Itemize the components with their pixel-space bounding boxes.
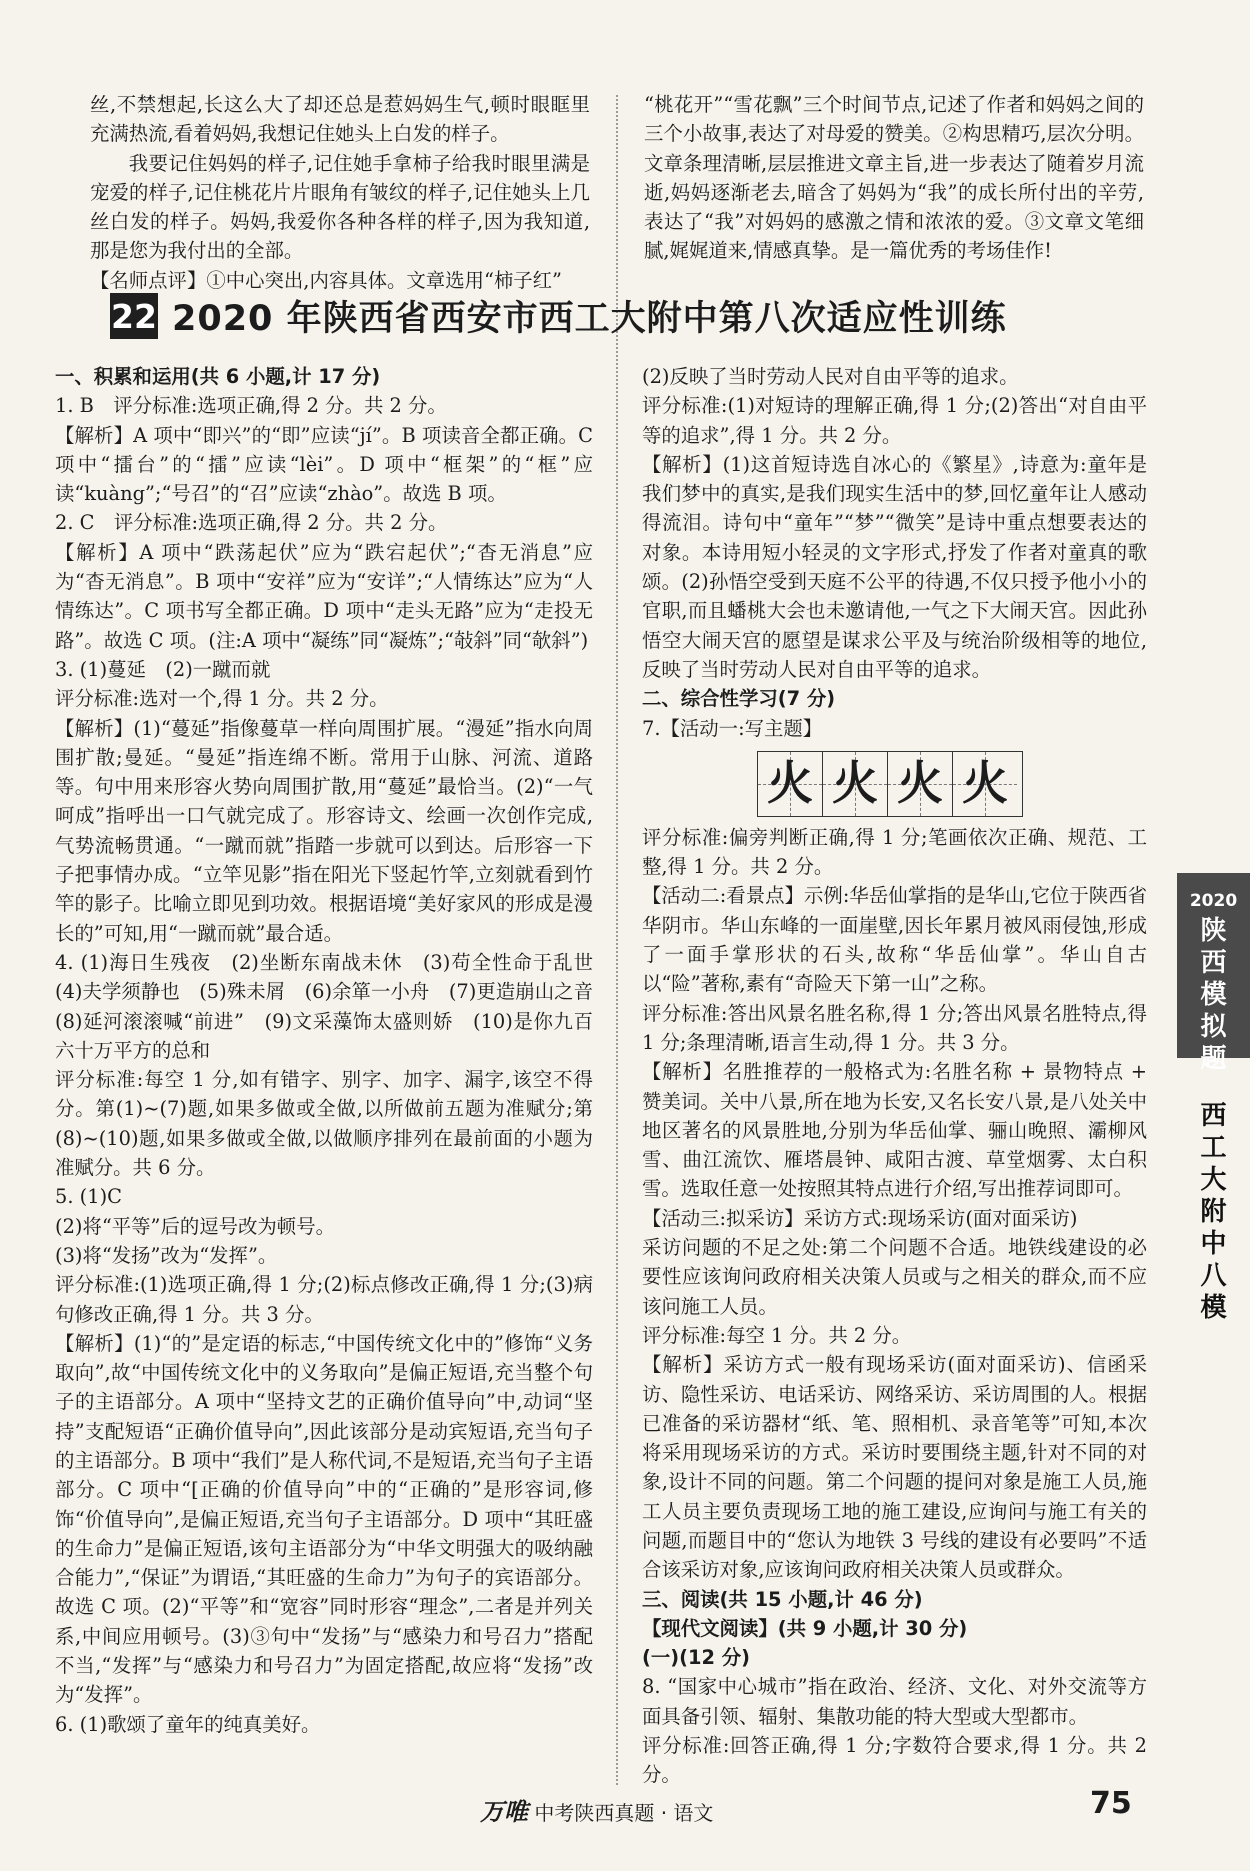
- section-title: [110, 288, 1115, 344]
- answer-line: 评分标准:偏旁判断正确,得 1 分;笔画依次正确、规范、工整,得 1 分。共 2 分。: [642, 825, 1147, 879]
- grid-character: 火: [832, 756, 878, 811]
- answer-line: 采访问题的不足之处:第二个问题不合适。地铁线建设的必要性应该询问政府相关决策人员或与之相关的群众,而不应该问施工人员。: [642, 1236, 1147, 1318]
- answer-line: 【解析】(1)“蔓延”指像蔓草一样向周围扩展。“漫延”指水向周围扩散;曼延。“曼延”指连绵不断。常用于山脉、河流、道路等。句中用来形容火势向周围扩散,用“蔓延”最恰当。(2)“一气呵成”指呼出一口气就完成了。形容诗文、绘画一次创作完成,气势流畅贯通。“一蹴而就”指踏一步就可以到达。后形容一下子把事情办成。“立竿见影”指在阳光下竖起竹竿,立刻就看到竹竿的影子。比喻立即见到功效。根据语境“美好家风的形成是漫长的”可知,用“一蹴而就”最合适。: [55, 716, 593, 945]
- character-practice-grid: [757, 751, 1023, 817]
- answer-line: 评分标准:(1)对短诗的理解正确,得 1 分;(2)答出“对自由平等的追求”,得 1 分。共 2 分。: [642, 394, 1147, 447]
- answer-line: 8. “国家中心城市”指在政治、经济、文化、对外交流等方面具备引领、辐射、集散功能的特大型或大型都市。: [642, 1675, 1147, 1728]
- answer-line: 评分标准:回答正确,得 1 分;字数符合要求,得 1 分。共 2 分。: [642, 1734, 1147, 1787]
- answer-line: 【解析】(1)“的”是定语的标志,“中国传统文化中的”修饰“义务取向”,故“中国传统文化中的义务取向”是偏正短语,充当整个句子的主语部分。A 项中“坚持文艺的正确价值导向”中,动词“坚持”支配短语“正确价值导向”,因此该部分是动宾短语,充当句子的主语部分。B 项中“我们”是人称代词,不是短语,充当句子主语部分。C 项中“[正确的价值导向”中的“正确的”是形容词,修饰“价值导向”,是偏正短语,充当句子主语部分。D 项中“其旺盛的生命力”是偏正短语,该句主语部分为“中华文明强大的吸纳融合能力”,“保证”为谓语,“其旺盛的生命力”为句子的宾语部分。故选 C 项。(2)“平等”和“宽容”同时形容“理念”,二者是并列关系,中间应用顿号。(3)③句中“发扬”与“感染力和号召力”搭配不当,“发挥”与“感染力和号召力”为固定搭配,故应将“发扬”改为“发挥”。: [55, 1331, 593, 1707]
- answer-line: 5. (1)C: [55, 1185, 122, 1209]
- answer-line: 评分标准:(1)选项正确,得 1 分;(2)标点修改正确,得 1 分;(3)病句修改正确,得 1 分。共 3 分。: [55, 1273, 593, 1326]
- side-tab-school: [1177, 1090, 1250, 1323]
- grid-cell: [953, 752, 1017, 816]
- answer-line: 6. (1)歌颂了童年的纯真美好。: [55, 1712, 321, 1736]
- answer-line: 【活动三:拟采访】采访方式:现场采访(面对面采访): [642, 1206, 1078, 1230]
- section-heading: 二、综合性学习(7 分): [642, 687, 836, 711]
- answer-line: 1. B 评分标准:选项正确,得 2 分。共 2 分。: [55, 394, 447, 418]
- answer-line: 【解析】采访方式一般有现场采访(面对面采访)、信函采访、隐性采访、电话采访、网络采访、采访周围的人。根据已准备的采访器材“纸、笔、照相机、录音笔等”可知,本次将采用现场采访的方式。采访时要围绕主题,针对不同的对象,设计不同的问题。第二个问题的提问对象是施工人员,施工人员主要负责现场工地的施工建设,应询问与施工有关的问题,而题目中的“您认为地铁 3 号线的建设有必要吗”不适合该采访对象,应该询问政府相关决策人员或群众。: [642, 1353, 1147, 1582]
- answer-line: 评分标准:答出风景名胜名称,得 1 分;答出风景名胜特点,得 1 分;条理清晰,语言生动,得 1 分。共 3 分。: [642, 1001, 1147, 1054]
- answer-line: 【解析】A 项中“即兴”的“即”应读“jí”。B 项读音全都正确。C 项中“擂台”的“擂”应读“lèi”。D 项中“框架”的“框”应读“kuàng”;“号召”的“召”应读“zhào”。故选 B 项。: [55, 423, 593, 506]
- answer-line: 7.【活动一:写主题】: [642, 716, 823, 740]
- answer-line: 【解析】(1)这首短诗选自冰心的《繁星》,诗意为:童年是我们梦中的真实,是我们现实生活中的梦,回忆童年让人感动得流泪。诗句中“童年”“梦”“微笑”是诗中重点想要表达的对象。本诗用短小轻灵的文字形式,抒发了作者对童真的歌颂。(2)孙悟空受到天庭不公平的待遇,不仅只授予他小小的官职,而且蟠桃大会也未邀请他,一气之下大闹天宫。因此孙悟空大闹天宫的愿望是谋求公平及与统治阶级相等的地位,反映了当时劳动人民对自由平等的追求。: [642, 452, 1147, 681]
- top-left-block: [90, 90, 590, 295]
- side-tab2-label: 西工大附中八模: [1200, 1101, 1227, 1323]
- title-number-badge: 22: [110, 293, 158, 339]
- section-heading: (一)(12 分): [642, 1646, 750, 1670]
- answer-line: 【解析】名胜推荐的一般格式为:名胜名称 + 景物特点 + 赞美词。关中八景,所在地为长安,又名长安八景,是八处关中地区著名的风景胜地,分别为华岳仙掌、骊山晚照、灞柳风雪、曲江流饮、雁塔晨钟、咸阳古渡、草堂烟雾、太白积雪。选取任意一处按照其特点进行介绍,写出推荐词即可。: [642, 1060, 1147, 1201]
- page-number: 75: [1090, 1786, 1132, 1821]
- footer-brand: [480, 1792, 713, 1827]
- page-footer: [0, 1786, 1250, 1826]
- section-heading: 【现代文阅读】(共 9 小题,计 30 分): [642, 1616, 968, 1640]
- book-title: 中考陕西真题 · 语文: [534, 1801, 714, 1825]
- grid-cell: [758, 752, 823, 816]
- right-column: [642, 362, 1147, 1790]
- top-left-paragraph: 我要记住妈妈的样子,记住她手拿柿子给我时眼里满是宠爱的样子,记住桃花片片眼角有皱纹的样子,记住她头上几丝白发的样子。妈妈,我爱你各种各样的样子,因为我知道,那是您为我付出的全部。: [90, 151, 590, 263]
- grid-character: 火: [767, 756, 813, 811]
- answer-line: (2)将“平等”后的逗号改为顿号。: [55, 1214, 335, 1238]
- grid-character: 火: [897, 756, 943, 811]
- side-tab-year: 2020: [1189, 891, 1238, 911]
- top-right-paragraph: “桃花开”“雪花飘”三个时间节点,记述了作者和妈妈之间的三个小故事,表达了对母爱的赞美。②构思精巧,层次分明。文章条理清晰,层层推进文章主旨,进一步表达了随着岁月流逝,妈妈逐渐老去,暗含了妈妈为“我”的成长所付出的辛劳,表达了“我”对妈妈的感激之情和浓浓的爱。③文章文笔细腻,娓娓道来,情感真挚。是一篇优秀的考场佳作!: [644, 93, 1144, 263]
- title-text: 2020 年陕西省西安市西工大附中第八次适应性训练: [172, 299, 1007, 339]
- answer-line: 【解析】A 项中“跌荡起伏”应为“跌宕起伏”;“杳无消息”应为“杳无消息”。B 项中“安祥”应为“安详”;“人情练达”应为“人情练达”。C 项书写全都正确。D 项中“走头无路”应为“走投无路”。故选 C 项。(注:A 项中“凝练”同“凝炼”;“敧斜”同“欹斜”): [55, 540, 593, 652]
- answer-line: 2. C 评分标准:选项正确,得 2 分。共 2 分。: [55, 511, 448, 535]
- answer-line: 4. (1)海日生残夜 (2)坐断东南战未休 (3)苟全性命于乱世 (4)夫学须静也 (5)殊未屑 (6)余箪一小舟 (7)更造崩山之音 (8)延河滚滚喊“前进” (9)文采藻饰太盛则娇 (10)是你九百六十万平方的总和: [55, 950, 613, 1062]
- side-tab-mock: [1177, 873, 1250, 1074]
- section-heading: 三、阅读(共 15 小题,计 46 分): [642, 1587, 923, 1611]
- brand-logo: 万唯: [480, 1798, 528, 1826]
- top-left-paragraph: 丝,不禁想起,长这么大了却还总是惹妈妈生气,顿时眼眶里充满热流,看着妈妈,我想记住她头上白发的样子。: [90, 93, 590, 146]
- answer-line: 评分标准:每空 1 分,如有错字、别字、加字、漏字,该空不得分。第(1)~(7)题,如果多做或全做,以所做前五题为准赋分;第(8)~(10)题,如果多做或全做,以做顺序排列在最前面的小题为准赋分。共 6 分。: [55, 1068, 593, 1180]
- column-divider: [616, 95, 618, 1785]
- top-left-paragraph: 【名师点评】①中心突出,内容具体。文章选用“柿子红”: [90, 268, 562, 292]
- answer-line: 评分标准:选对一个,得 1 分。共 2 分。: [55, 687, 389, 711]
- answer-line: (3)将“发扬”改为“发挥”。: [55, 1243, 278, 1267]
- answer-line: 【活动二:看景点】示例:华岳仙掌指的是华山,它位于陕西省华阴市。华山东峰的一面崖壁,因长年累月被风雨侵蚀,形成了一面手掌形状的石头,故称“华岳仙掌”。华山自古以“险”著称,素有“奇险天下第一山”之称。: [642, 884, 1147, 996]
- answer-line: (2)反映了当时劳动人民对自由平等的追求。: [642, 365, 1019, 388]
- top-right-block: [644, 90, 1144, 266]
- section-heading: 一、积累和运用(共 6 小题,计 17 分): [55, 365, 381, 388]
- grid-cell: [888, 752, 953, 816]
- grid-character: 火: [962, 756, 1008, 811]
- left-column: [55, 362, 613, 1739]
- answer-line: 3. (1)蔓延 (2)一蹴而就: [55, 657, 271, 681]
- answer-line: 评分标准:每空 1 分。共 2 分。: [642, 1323, 912, 1347]
- grid-cell: [823, 752, 888, 816]
- side-tab-label: 陕西模拟题: [1200, 916, 1227, 1074]
